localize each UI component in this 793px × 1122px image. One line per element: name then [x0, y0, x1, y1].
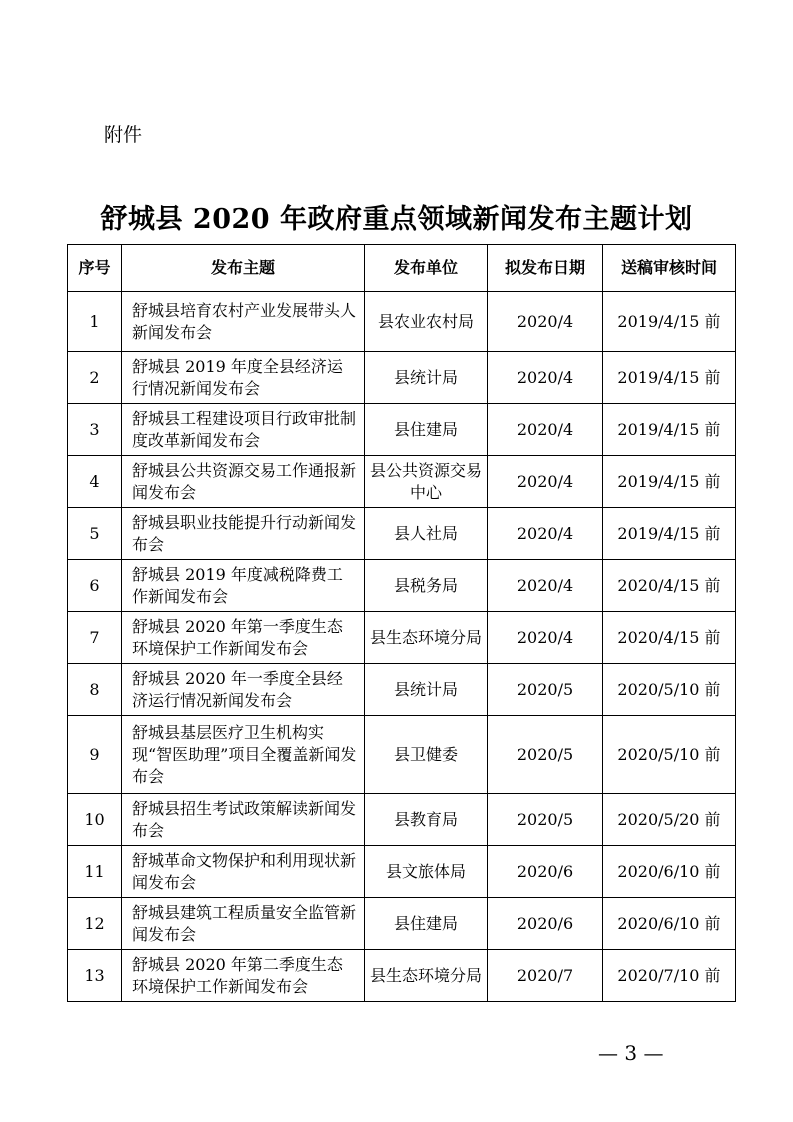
cell-unit: 县人社局 [365, 508, 488, 560]
cell-unit: 县住建局 [365, 898, 488, 950]
cell-date: 2020/4 [488, 612, 603, 664]
cell-index: 7 [68, 612, 122, 664]
cell-unit: 县统计局 [365, 664, 488, 716]
cell-unit: 县卫健委 [365, 716, 488, 794]
cell-topic: 舒城县基层医疗卫生机构实现“智医助理”项目全覆盖新闻发布会 [122, 716, 365, 794]
cell-review-time: 2019/4/15 前 [603, 508, 736, 560]
header-review-time: 送稿审核时间 [603, 245, 736, 292]
table-row [68, 456, 736, 508]
table-header [68, 245, 736, 292]
table-row [68, 794, 736, 846]
cell-index: 8 [68, 664, 122, 716]
document-title: 舒城县 2020 年政府重点领域新闻发布主题计划 [100, 204, 693, 235]
cell-index: 2 [68, 352, 122, 404]
table-row [68, 898, 736, 950]
cell-date: 2020/4 [488, 292, 603, 352]
cell-review-time: 2020/4/15 前 [603, 560, 736, 612]
cell-date: 2020/7 [488, 950, 603, 1002]
cell-unit: 县生态环境分局 [365, 950, 488, 1002]
press-release-plan-table [67, 244, 736, 1002]
cell-topic: 舒城县工程建设项目行政审批制度改革新闻发布会 [122, 404, 365, 456]
cell-topic: 舒城县 2020 年一季度全县经济运行情况新闻发布会 [122, 664, 365, 716]
cell-topic: 舒城县职业技能提升行动新闻发布会 [122, 508, 365, 560]
table-row [68, 404, 736, 456]
cell-review-time: 2019/4/15 前 [603, 404, 736, 456]
header-unit: 发布单位 [365, 245, 488, 292]
cell-topic: 舒城县培育农村产业发展带头人新闻发布会 [122, 292, 365, 352]
cell-date: 2020/5 [488, 664, 603, 716]
header-row [68, 245, 736, 292]
cell-unit: 县住建局 [365, 404, 488, 456]
table-row [68, 950, 736, 1002]
cell-review-time: 2019/4/15 前 [603, 456, 736, 508]
cell-review-time: 2020/5/10 前 [603, 664, 736, 716]
cell-date: 2020/4 [488, 352, 603, 404]
table-row [68, 664, 736, 716]
cell-index: 12 [68, 898, 122, 950]
cell-index: 13 [68, 950, 122, 1002]
cell-index: 4 [68, 456, 122, 508]
cell-topic: 舒城县招生考试政策解读新闻发布会 [122, 794, 365, 846]
cell-topic: 舒城县公共资源交易工作通报新闻发布会 [122, 456, 365, 508]
cell-index: 5 [68, 508, 122, 560]
table-row [68, 716, 736, 794]
table-row [68, 560, 736, 612]
cell-review-time: 2020/4/15 前 [603, 612, 736, 664]
cell-index: 6 [68, 560, 122, 612]
cell-review-time: 2020/6/10 前 [603, 846, 736, 898]
header-index: 序号 [68, 245, 122, 292]
table-row [68, 612, 736, 664]
cell-date: 2020/4 [488, 560, 603, 612]
cell-review-time: 2019/4/15 前 [603, 292, 736, 352]
cell-topic: 舒城县建筑工程质量安全监管新闻发布会 [122, 898, 365, 950]
cell-index: 1 [68, 292, 122, 352]
cell-topic: 舒城县 2020 年第二季度生态环境保护工作新闻发布会 [122, 950, 365, 1002]
cell-unit: 县生态环境分局 [365, 612, 488, 664]
cell-review-time: 2020/5/20 前 [603, 794, 736, 846]
cell-review-time: 2020/6/10 前 [603, 898, 736, 950]
cell-date: 2020/4 [488, 404, 603, 456]
cell-review-time: 2020/7/10 前 [603, 950, 736, 1002]
page-number: — 3 — [598, 1041, 664, 1065]
cell-review-time: 2019/4/15 前 [603, 352, 736, 404]
attachment-label: 附件 [104, 124, 143, 146]
cell-index: 3 [68, 404, 122, 456]
cell-index: 10 [68, 794, 122, 846]
table-row [68, 846, 736, 898]
cell-unit: 县税务局 [365, 560, 488, 612]
header-topic: 发布主题 [122, 245, 365, 292]
table-row [68, 508, 736, 560]
cell-topic: 舒城革命文物保护和利用现状新闻发布会 [122, 846, 365, 898]
cell-unit: 县统计局 [365, 352, 488, 404]
cell-date: 2020/4 [488, 508, 603, 560]
cell-date: 2020/5 [488, 794, 603, 846]
cell-date: 2020/6 [488, 898, 603, 950]
table-row [68, 352, 736, 404]
cell-topic: 舒城县 2020 年第一季度生态环境保护工作新闻发布会 [122, 612, 365, 664]
cell-date: 2020/4 [488, 456, 603, 508]
cell-topic: 舒城县 2019 年度减税降费工作新闻发布会 [122, 560, 365, 612]
cell-review-time: 2020/5/10 前 [603, 716, 736, 794]
header-date: 拟发布日期 [488, 245, 603, 292]
cell-topic: 舒城县 2019 年度全县经济运行情况新闻发布会 [122, 352, 365, 404]
cell-unit: 县公共资源交易中心 [365, 456, 488, 508]
cell-date: 2020/5 [488, 716, 603, 794]
cell-index: 11 [68, 846, 122, 898]
cell-unit: 县教育局 [365, 794, 488, 846]
cell-unit: 县农业农村局 [365, 292, 488, 352]
cell-date: 2020/6 [488, 846, 603, 898]
table-body [68, 292, 736, 1002]
cell-unit: 县文旅体局 [365, 846, 488, 898]
cell-index: 9 [68, 716, 122, 794]
table-row [68, 292, 736, 352]
